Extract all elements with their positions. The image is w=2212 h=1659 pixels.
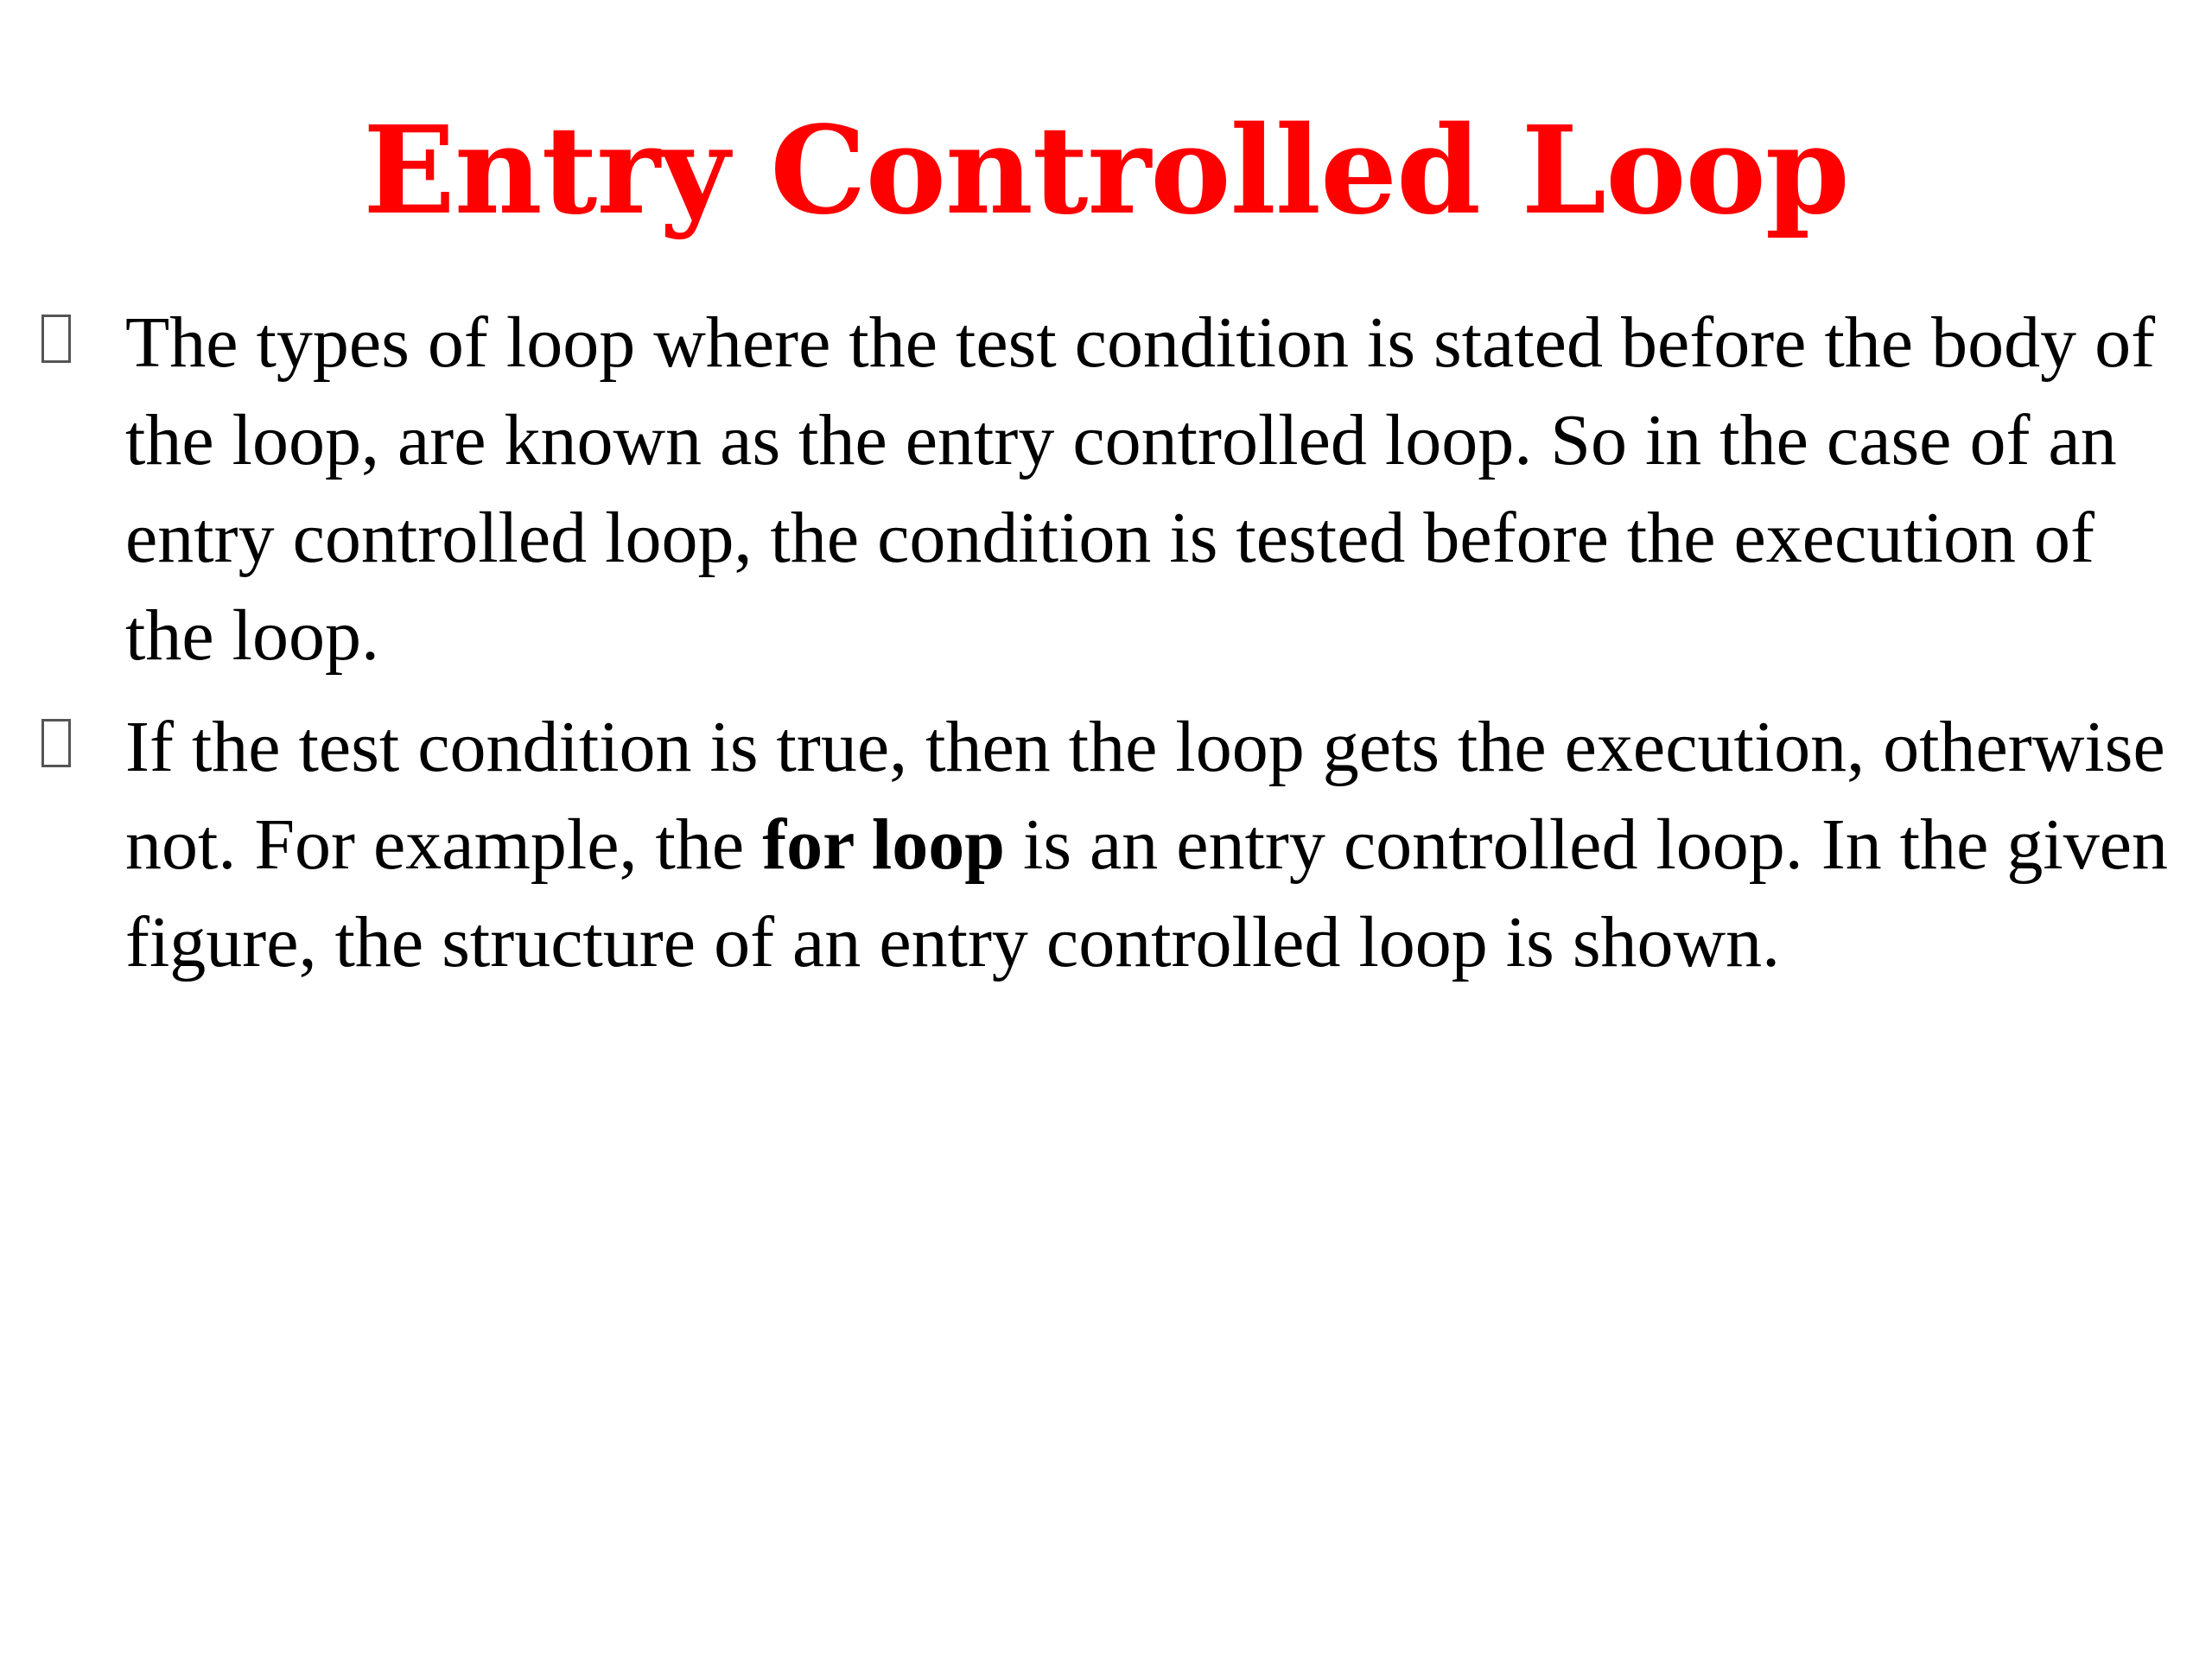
bullet-text-1: The types of loop where the test condition is stated before the body of the loop, are known as the entry controlled loop. So in the case of an entry controlled loop, the condition is tested before the execution of the loop. xyxy=(125,302,2156,676)
bullet-text-2-bold: for loop xyxy=(762,804,1005,885)
empty-square-icon xyxy=(41,315,71,363)
bullet-item-2 xyxy=(35,698,2186,991)
empty-square-icon xyxy=(41,719,71,767)
bullet-text-2-before: If the test condition is true, then the loop gets the execution, otherwise not. For example, the xyxy=(125,707,2165,885)
slide-title: Entry Controlled Loop xyxy=(363,100,1849,242)
bullet-list xyxy=(35,294,2186,991)
bullet-item-1 xyxy=(35,294,2186,684)
bullet-text-2-after: is an entry controlled loop. In the given figure, the structure of an entry controlled loop is shown. xyxy=(125,804,2168,982)
